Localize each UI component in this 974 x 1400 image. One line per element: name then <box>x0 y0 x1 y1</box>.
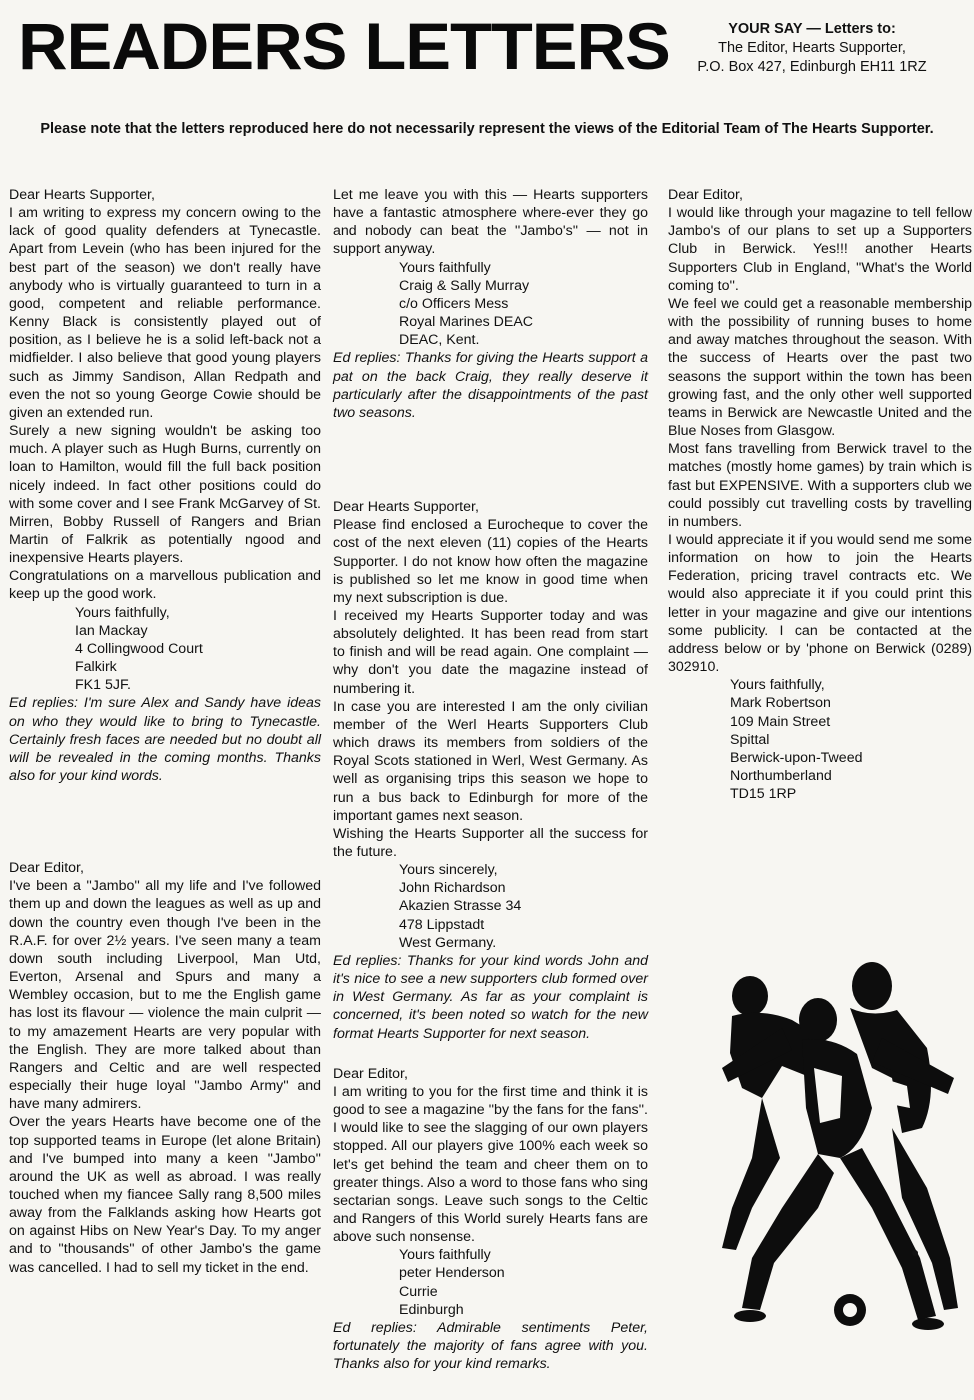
signature-line: TD15 1RP <box>730 786 797 803</box>
editor-reply: Ed replies: Thanks for your kind words John and it's nice to see a new supporters club formed over in West Germany. As far as your complaint is concerned, it's been noted so watch for the new format Hearts Supporter for next season. <box>333 952 648 1042</box>
letter-paragraph: In case you are interested I am the only civilian member of the Werl Hearts Supporters Club which draws its members from soldiers of the Royal Scots stationed in Werl, West Germany. As well as organising trips this season we hope to run a bus back to Edinburgh for more of the important games next season. <box>333 698 648 824</box>
letter-signature <box>333 259 648 350</box>
address-lead: YOUR SAY — Letters to: <box>728 21 896 37</box>
letter-salutation: Dear Editor, <box>333 1065 408 1082</box>
letter-signature <box>333 1246 648 1319</box>
letter-salutation: Dear Hearts Supporter, <box>333 499 479 516</box>
letter <box>9 186 321 785</box>
column-3 <box>668 186 972 803</box>
letter-paragraph: We feel we could get a reasonable membership with the possibility of running buses to home and away matches throughout the season. With the success of Hearts over the past two seasons the support within the town has been growing fast, and the only other well supported teams in Berwick are Newcastle United and the Blue Noses from Glasgow. <box>668 295 972 440</box>
editor-reply: Ed replies: Thanks for giving the Hearts support a pat on the back Craig, they really deserve it particularly after the disappointments of the past two seasons. <box>333 350 648 421</box>
signature-line: 109 Main Street <box>730 713 831 730</box>
letter-salutation: Dear Editor, <box>9 860 84 877</box>
letter-signature <box>333 861 648 952</box>
signature-line: peter Henderson <box>399 1265 505 1282</box>
print-mark <box>912 1250 918 1256</box>
letter-paragraph: I am writing to express my concern owing to the lack of good quality defenders at Tynecastle. Apart from Levein (who has been injured for the best part of the season) we don't really have anybody who is virtually guaranteed to turn in a good, competent and reliable performance. Kenny Black is consistently played out of position, as I believe he is a solid left-back not a midfielder. I also believe that good young players such as Jimmy Sandison, Allan Redpath and even the not so young George Cowie should be given an extended run. <box>9 205 321 421</box>
letter-paragraph: I received my Hearts Supporter today and was absolutely delighted. It has been read from start to finish and will be read again. One complaint — why don't you date the magazine instead of numbering it. <box>333 607 648 697</box>
letter-paragraph: Surely a new signing wouldn't be asking too much. A player such as Hugh Burns, currently on loan to Hamilton, would fill the full back position nicely indeed. In fact other positions could do with some cover and I see Frank McGarvey of St. Mirren, Bobby Russell of Rangers and Brian Martin of Falkrik as potentially ngood and inexpensive Hearts players. <box>9 423 321 567</box>
address-line: P.O. Box 427, Edinburgh EH11 1RZ <box>697 59 927 75</box>
letter-paragraph: Please find enclosed a Eurocheque to cover the cost of the next eleven (11) copies of the Hearts Supporter. I do not know how often the magazine is published so let me know in good time when my next subscription is due. <box>333 517 648 606</box>
address-block <box>662 20 962 77</box>
signature-line: Northumberland <box>730 768 832 784</box>
signature-line: Yours sincerely, <box>399 862 498 879</box>
signature-line: Yours faithfully, <box>730 677 825 694</box>
letter-salutation: Dear Hearts Supporter, <box>9 187 155 203</box>
signature-line: FK1 5JF. <box>75 677 131 694</box>
column-2 <box>333 186 648 1373</box>
letter-signature <box>9 604 321 695</box>
address-line: The Editor, Hearts Supporter, <box>718 40 906 56</box>
letter <box>333 1065 648 1374</box>
signature-line: West Germany. <box>399 934 497 951</box>
letter-salutation: Dear Editor, <box>668 187 743 203</box>
letter-signature <box>668 676 972 803</box>
signature-line: 4 Collingwood Court <box>75 640 203 657</box>
signature-line: Ian Mackay <box>75 622 148 639</box>
signature-line: DEAC, Kent. <box>399 332 480 349</box>
signature-line: 478 Lippstadt <box>399 916 485 933</box>
letter <box>668 186 972 803</box>
letter-paragraph: I've been a ''Jambo'' all my life and I've followed them up and down the leagues as well as up and down the country even though I've been in the R.A.F. for over 2½ years. I've seen many a team down south including Liverpool, Man Utd, Everton, Arsenal and Spurs and many a Wembley occasion, but to me the English game has lost its flavour — violence the main culprit — to my amazement Hearts are very popular with the English. They are more talked about than Rangers and Celtic and are well respected especially their huge loyal ''Jambo Army'' and have many admirers. <box>9 878 321 1113</box>
letter <box>9 859 321 1277</box>
signature-line: Mark Robertson <box>730 695 831 712</box>
signature-line: Yours faithfully <box>399 259 491 276</box>
letter-paragraph: Over the years Hearts have become one of the top supported teams in Europe (let alone Britain) and I've bumped into many a keen ''Jambo'' around the UK as well as abroad. I was really touched when my fiancee Sally rang 8,500 miles away from the Falklands asking how Hearts got on against Hibs on New Year's Day. To my anger and to ''thousands'' of other Jambo's the game was cancelled. I had to sell my ticket in the end. <box>9 1114 321 1276</box>
editorial-notice: Please note that the letters reproduced here do not necessarily represent the views of the Editorial Team of The Hearts Supporter. <box>40 121 934 137</box>
signature-line: Falkirk <box>75 659 117 676</box>
editor-reply: Ed replies: I'm sure Alex and Sandy have ideas on who they would like to bring to Tynecastle. Certainly fresh faces are needed but no doubt all will be revealed in the coming months. Thanks also for your kind words. <box>9 695 321 784</box>
column-1 <box>9 186 321 1277</box>
editor-reply: Ed replies: Admirable sentiments Peter, fortunately the majority of fans agree with you. Thanks also for your kind remarks. <box>333 1319 648 1373</box>
signature-line: Berwick-upon-Tweed <box>730 749 863 766</box>
signature-line: Spittal <box>730 731 770 748</box>
signature-line: Craig & Sally Murray <box>399 277 530 294</box>
signature-line: Edinburgh <box>399 1301 464 1318</box>
letter-paragraph: I would like through your magazine to tell fellow Jambo's of our plans to set up a Supporters Club in Berwick. Yes!!! another Hearts Supporters Club in England, ''What's the World coming to''. <box>668 205 972 294</box>
letter-paragraph: Wishing the Hearts Supporter all the success for the future. <box>333 825 648 860</box>
signature-line: Currie <box>399 1283 438 1300</box>
letter-paragraph: I would appreciate it if you would send me some information on how to join the Hearts Federation, pricing travel contracts etc. We would also appreciate it if you could print this letter in your magazine and give our intentions some publicity. I can be contacted at the address below or by 'phone on Berwick (0289) 302910. <box>668 531 972 676</box>
page-title: READERS LETTERS <box>18 9 670 83</box>
signature-line: c/o Officers Mess <box>399 295 509 312</box>
letter-paragraph: Congratulations on a marvellous publication and keep up the good work. <box>9 568 321 603</box>
football-players-illustration <box>722 958 962 1338</box>
signature-line: Yours faithfully <box>399 1247 491 1264</box>
signature-line: Yours faithfully, <box>75 604 170 621</box>
signature-line: John Richardson <box>399 880 506 897</box>
letter-paragraph: Most fans travelling from Berwick travel to the matches (mostly home games) by train which is fast but EXPENSIVE. With a supporters club we could possibly cut travelling costs by travelling in numbers. <box>668 441 972 530</box>
letter-paragraph: I am writing to you for the first time and think it is good to see a magazine ''by the fans for the fans''. I would like to see the slagging of our own players stopped. All our players give 100% each week so let's get behind the team and cheer them on to greater things. Also a word to those fans who sing sectarian songs. Leave such songs to the Celtic and Rangers of this World surely Hearts fans are above such nonsense. <box>333 1083 648 1246</box>
letter-paragraph: Let me leave you with this — Hearts supporters have a fantastic atmosphere where-ever they go and nobody can beat the ''Jambo's'' — not in support anyway. <box>333 187 648 258</box>
letter-continued <box>333 186 648 422</box>
letter <box>333 498 648 1043</box>
signature-line: Akazien Strasse 34 <box>399 898 522 915</box>
signature-line: Royal Marines DEAC <box>399 314 534 331</box>
